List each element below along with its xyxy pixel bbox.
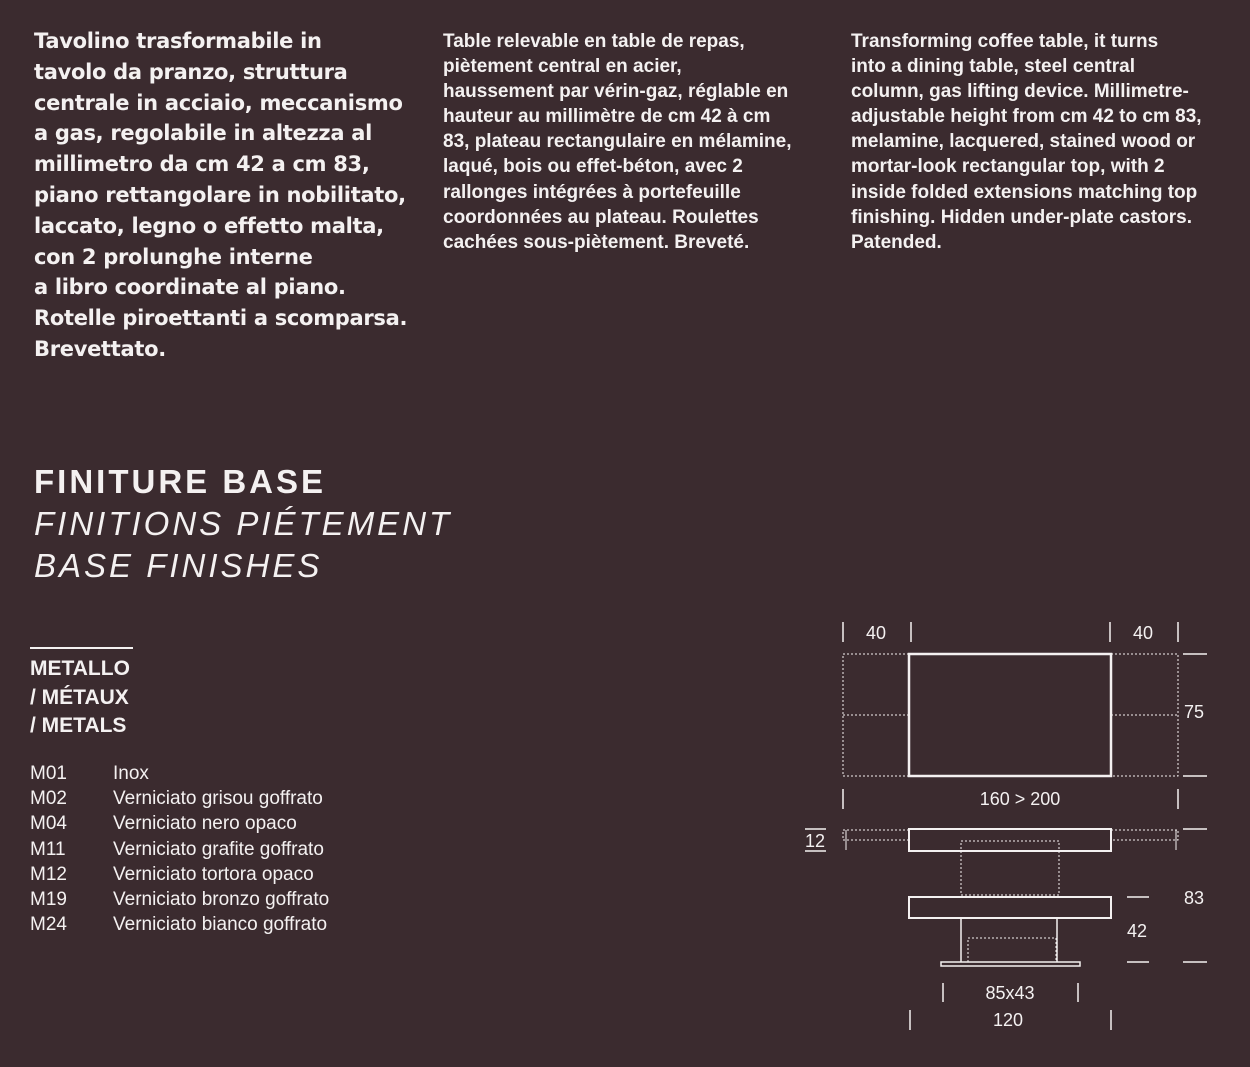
finish-item xyxy=(30,837,329,862)
finish-name: Verniciato grisou goffrato xyxy=(113,788,323,810)
dimension-depth: 75 xyxy=(1184,702,1205,722)
finish-item xyxy=(30,761,329,786)
base-plate xyxy=(941,962,1080,966)
description-french: Table relevable en table de repas, piètement central en acier, haussement par vérin-gaz, réglable en hauteur au millimètre de cm 42 à cm 83, plateau rectangulaire en mélamine, laqué, bois ou effet-béton, avec 2 rallonges intégrées à portefeuille coordonnées au plateau. Roulettes cachées sous-piètement. Breveté. xyxy=(443,31,792,253)
table-top-raised xyxy=(909,829,1111,851)
extension-left-side xyxy=(843,830,909,840)
finish-name: Verniciato bronzo goffrato xyxy=(113,889,330,911)
finish-name: Verniciato bianco goffrato xyxy=(113,914,328,936)
finishes-heading-french: FINITIONS PIÉTEMENT xyxy=(34,505,453,542)
dimension-base-length: 120 xyxy=(992,1010,1024,1030)
finish-name: Inox xyxy=(113,763,149,784)
description-english: Transforming coffee table, it turns into a dining table, steel central column, gas lifting device. Millimetre- adjustable height from cm 42 to cm 83, melamine, lacquered, stained wood or mortar-look rectangular top, with 2 inside folded extensions matching top finishing. Hidden under-plate castors. Patended. xyxy=(851,31,1202,253)
finish-code: M24 xyxy=(30,914,67,936)
dimension-top-thickness: 12 xyxy=(804,831,826,851)
finish-code: M02 xyxy=(30,788,67,810)
finish-code: M04 xyxy=(30,813,67,835)
finish-name: Verniciato nero opaco xyxy=(113,813,297,835)
table-top-plan xyxy=(909,654,1111,776)
finish-list xyxy=(30,761,329,937)
dimension-height-max: 83 xyxy=(1183,888,1205,908)
finish-code: M01 xyxy=(30,763,67,784)
dimension-base-size: 85x43 xyxy=(985,983,1035,1003)
finish-item xyxy=(30,887,329,912)
finishes-heading-english: BASE FINISHES xyxy=(34,547,323,584)
finishes-heading-italian: FINITURE BASE xyxy=(34,463,327,500)
column-raised-outline xyxy=(961,841,1059,895)
finish-item xyxy=(30,862,329,887)
finish-code: M12 xyxy=(30,863,67,885)
column-inner-outline xyxy=(968,938,1056,962)
table-top-lowered xyxy=(909,897,1111,918)
finish-code: M11 xyxy=(30,838,66,860)
finish-code: M19 xyxy=(30,889,67,911)
category-divider xyxy=(30,647,133,649)
extension-right-outline xyxy=(1111,654,1178,776)
dimension-height-min: 42 xyxy=(1126,921,1148,941)
category-title: METALLO / MÉTAUX / METALS xyxy=(30,657,130,737)
extension-right-side xyxy=(1111,830,1178,840)
finish-item xyxy=(30,811,329,836)
dimension-extension-right: 40 xyxy=(1132,623,1154,643)
finish-item xyxy=(30,912,329,937)
finish-item xyxy=(30,786,329,811)
extension-left-outline xyxy=(843,654,909,776)
finish-name: Verniciato grafite goffrato xyxy=(113,838,324,860)
dimension-length: 160 > 200 xyxy=(979,789,1061,809)
dimension-extension-left: 40 xyxy=(865,623,887,643)
description-italian: Tavolino trasformabile in tavolo da pranzo, struttura centrale in acciaio, meccanismo a gas, regolabile in altezza al millimetro da cm 42 a cm 83, piano rettangolare in nobilitato, laccato, legno o effetto malta, con 2 prolunghe interne a libro coordinate al piano. Rotelle piroettanti a scomparsa. Brevettato. xyxy=(34,29,408,361)
finish-name: Verniciato tortora opaco xyxy=(113,863,314,885)
